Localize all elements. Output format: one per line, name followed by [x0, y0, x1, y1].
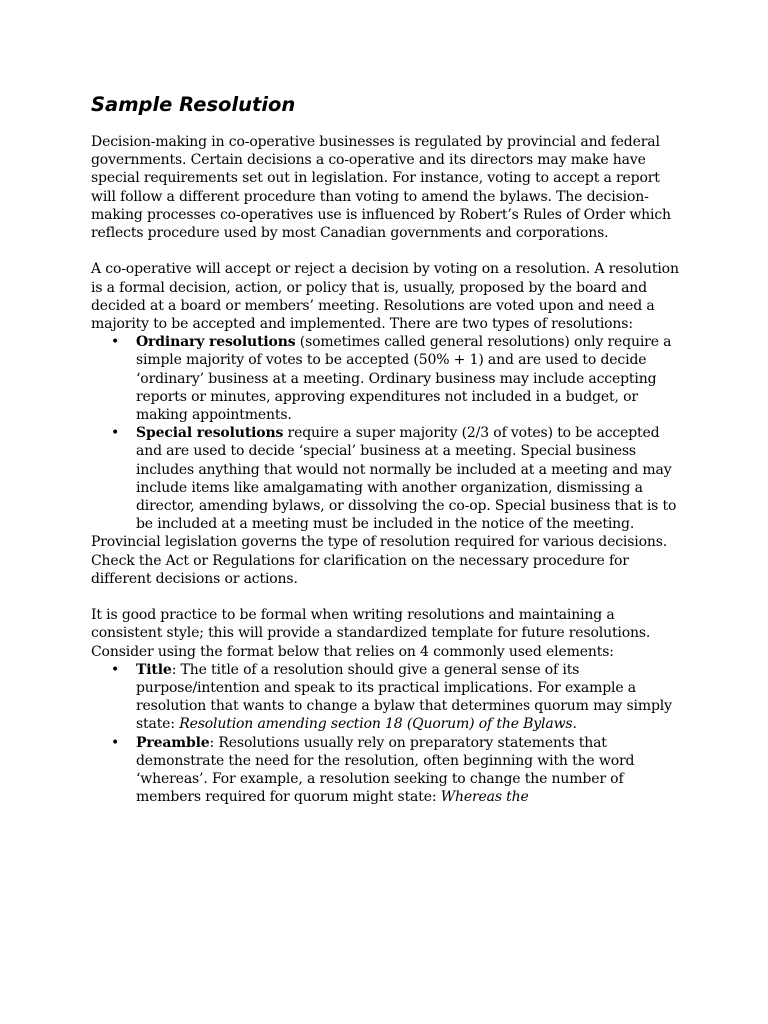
format-intro-paragraph: It is good practice to be formal when writing resolutions and maintaining a consistent style; this will provide a standardized template for future resolutions. Consider using the format below that relies on 4 commonly used elements: — [91, 607, 651, 660]
term-ordinary-resolutions: Ordinary resolutions — [136, 334, 296, 351]
ordinary-resolutions-text: (sometimes called general resolutions) only require a simple majority of votes to be accepted (50% + 1) and are used to decide ‘ordinary’ business at a meeting. Ordinary business may include accepting reports or minutes, approving expenditures not included in a budget, or making appointments. — [136, 334, 672, 424]
list-item-special-resolutions — [111, 424, 683, 533]
bullet-icon: • — [111, 661, 120, 678]
document-title: Sample Resolution — [91, 93, 296, 116]
special-resolutions-text: require a super majority (2/3 of votes) to be accepted and are used to decide ‘special’ business at a meeting. Special business includes anything that would not normally be included at a meeting and may include items like amalgamating with another organization, dismissing a director, amending bylaws, or dissolving the co-op. Special business that is to be included at a meeting must be included in the notice of the meeting. — [136, 425, 677, 533]
term-preamble: Preamble — [136, 734, 210, 751]
bullet-icon: • — [111, 334, 120, 351]
preamble-element-example: Whereas the — [440, 789, 529, 806]
term-title: Title — [136, 661, 172, 678]
term-special-resolutions: Special resolutions — [136, 425, 284, 442]
title-element-example: Resolution amending section 18 (Quorum) of the Bylaws — [179, 716, 573, 733]
preamble-element-text: : Resolutions usually rely on preparatory statements that demonstrate the need for the resolution, often beginning with the word ‘whereas’. For example, a resolution seeking to change the number of members required for quorum might state: — [136, 734, 635, 806]
bullet-icon: • — [111, 425, 120, 442]
paragraph-spacer — [91, 242, 683, 260]
bullet-icon: • — [111, 734, 120, 751]
list-item-ordinary-resolutions — [111, 333, 683, 424]
list-item-title-element — [111, 661, 683, 734]
resolution-elements-list — [91, 661, 683, 807]
list-item-preamble-element — [111, 734, 683, 807]
document-page — [91, 93, 683, 806]
resolutions-intro-paragraph: A co-operative will accept or reject a decision by voting on a resolution. A resolution is a formal decision, action, or policy that is, usually, proposed by the board and decided at a board or members’ meeting. Resolutions are voted upon and need a majority to be accepted and implemented. There are two types of resolutions: — [91, 261, 679, 333]
intro-paragraph: Decision-making in co-operative businesses is regulated by provincial and federal governments. Certain decisions a co-operative and its directors may make have special requirements set out in legislation. For instance, voting to accept a report will follow a different procedure than voting to amend the bylaws. The decision-making processes co-operatives use is influenced by Robert’s Rules of Order which reflects procedure used by most Canadian governments and corporations. — [91, 134, 671, 242]
resolution-types-list — [91, 333, 683, 533]
title-element-text: : The title of a resolution should give a general sense of its purpose/intention and speak to its practical implications. For example a resolution that wants to change a bylaw that determines quorum may simply state: — [136, 661, 672, 733]
legislation-paragraph: Provincial legislation governs the type of resolution required for various decisions. Check the Act or Regulations for clarification on the necessary procedure for different decisions or actions. — [91, 534, 668, 587]
paragraph-spacer — [91, 588, 683, 606]
title-element-tail: . — [572, 716, 577, 733]
